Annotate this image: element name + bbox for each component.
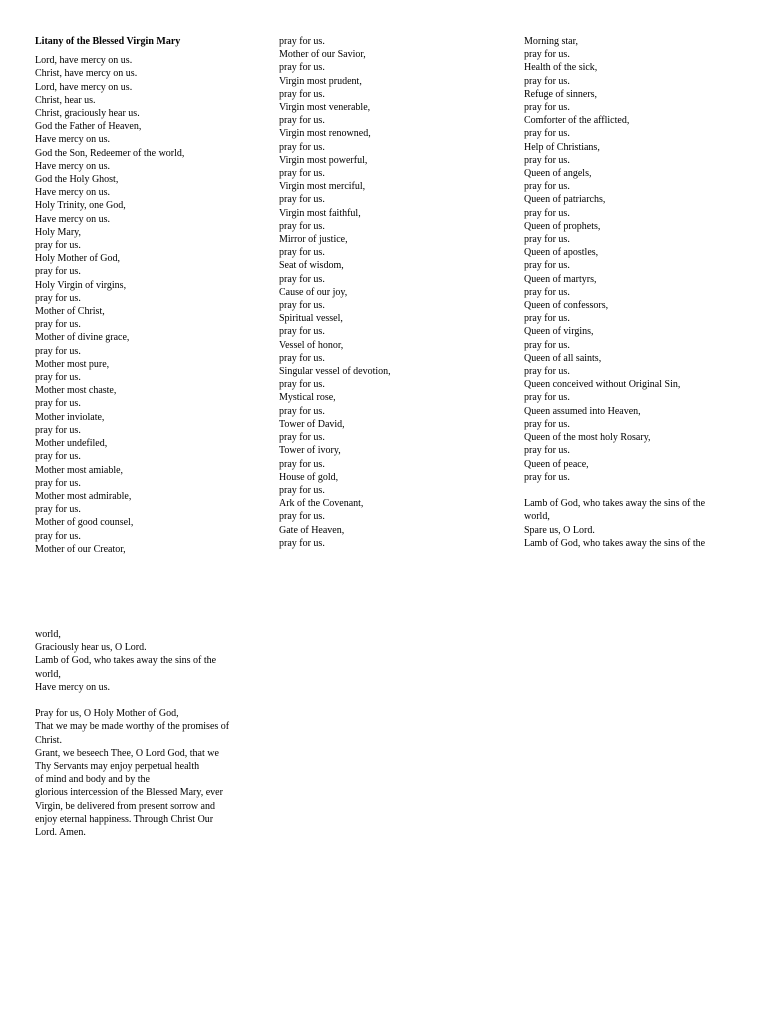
text-line: Mother most chaste, [35,385,117,397]
text-line: pray for us. [524,339,570,351]
text-line: Mirror of justice, [279,234,348,246]
text-line: glorious intercession of the Blessed Mary, ever [35,787,223,799]
text-line: pray for us. [279,115,325,127]
text-line: pray for us. [35,266,81,278]
text-line: Spare us, O Lord. [524,524,595,536]
text-line: of mind and body and by the [35,774,150,786]
text-line: pray for us. [279,62,325,74]
column-1-lines [35,54,260,556]
text-line: pray for us. [524,49,570,61]
text-line: That we may be made worthy of the promises of [35,721,230,733]
text-line: pray for us. [524,471,570,483]
text-line: Holy Trinity, one God, [35,200,126,212]
text-line: Grant, we beseech Thee, O Lord God, that we [35,747,219,759]
text-line: pray for us. [279,220,325,232]
text-line: pray for us. [279,247,325,259]
text-line: Mother of Christ, [35,306,105,318]
text-line: pray for us. [279,300,325,312]
text-line: pray for us. [524,75,570,87]
text-line: Have mercy on us. [35,187,110,199]
text-line: pray for us. [524,181,570,193]
text-line: Have mercy on us. [35,160,110,172]
text-line: Lord, have mercy on us. [35,81,133,93]
text-line: God the Holy Ghost, [35,174,119,186]
text-line: pray for us. [279,379,325,391]
text-line: pray for us. [35,451,81,463]
text-line: Holy Mother of God, [35,253,120,265]
text-line: Have mercy on us. [35,681,110,693]
text-line: Have mercy on us. [35,134,110,146]
text-line: Queen conceived without Original Sin, [524,379,681,391]
text-line: Mother of our Creator, [35,543,126,555]
text-line: pray for us. [524,418,570,430]
text-line: Queen of patriarchs, [524,194,606,206]
text-line: Ark of the Covenant, [279,498,364,510]
text-line: Queen of angels, [524,168,592,180]
text-line: pray for us. [279,432,325,444]
text-line: Queen of prophets, [524,220,601,232]
text-line: Pray for us, O Holy Mother of God, [35,708,179,720]
text-line: pray for us. [35,477,81,489]
text-line: world, [35,629,61,640]
text-line: Holy Mary, [35,226,82,238]
text-line: world, [524,511,550,523]
text-line: God the Son, Redeemer of the world, [35,147,185,159]
column-3 [524,35,734,550]
text-line: Virgin, be delivered from present sorrow and [35,800,215,812]
text-line: Have mercy on us. [35,213,110,225]
text-line: pray for us. [35,345,81,357]
text-line: pray for us. [279,141,325,153]
text-line: pray for us. [279,36,325,47]
text-line: Mother undefiled, [35,438,108,450]
text-line: Virgin most powerful, [279,154,368,166]
text-line: Vessel of honor, [279,339,344,351]
text-line: Help of Christians, [524,141,600,153]
blank-line [524,484,734,497]
text-line: pray for us. [524,207,570,219]
text-line: pray for us. [35,319,81,331]
text-line: Comforter of the afflicted, [524,115,630,127]
text-line: pray for us. [35,530,81,542]
text-line: Spiritual vessel, [279,313,343,325]
text-line: pray for us. [35,424,81,436]
text-line: pray for us. [524,154,570,166]
text-line: pray for us. [524,392,570,404]
text-line: pray for us. [279,458,325,470]
text-line: House of gold, [279,471,339,483]
text-line: pray for us. [279,273,325,285]
text-line: pray for us. [279,168,325,180]
text-line: Christ, graciously hear us. [35,108,140,120]
text-line: Thy Servants may enjoy perpetual health [35,761,200,773]
text-line: pray for us. [524,445,570,457]
text-line: pray for us. [279,511,325,523]
text-line: Virgin most faithful, [279,207,361,219]
text-line: Morning star, [524,36,579,47]
text-line: pray for us. [279,88,325,100]
text-line: Mother most amiable, [35,464,124,476]
text-line: Virgin most venerable, [279,102,371,114]
text-line: Cause of our joy, [279,286,348,298]
text-line: pray for us. [279,484,325,496]
text-line: Virgin most merciful, [279,181,366,193]
text-line: Queen of all saints, [524,352,602,364]
text-line: pray for us. [35,398,81,410]
text-line: Lamb of God, who takes away the sins of the [35,655,217,667]
text-line: Queen of the most holy Rosary, [524,432,651,444]
text-line: Graciously hear us, O Lord. [35,642,147,654]
text-line: Holy Virgin of virgins, [35,279,127,291]
blank-line [35,694,265,707]
text-line: Mother of our Savior, [279,49,366,61]
text-line: world, [35,668,61,680]
text-line: pray for us. [279,352,325,364]
document-title: Litany of the Blessed Virgin Mary [35,36,181,47]
text-line: Christ. [35,734,62,746]
text-line: pray for us. [279,405,325,417]
text-line: Christ, have mercy on us. [35,68,138,80]
text-line: pray for us. [35,504,81,516]
text-line: Christ, hear us. [35,94,96,106]
text-line: Lord, have mercy on us. [35,55,133,67]
text-line: Tower of ivory, [279,445,341,457]
text-line: Queen of apostles, [524,247,599,259]
text-line: pray for us. [35,240,81,252]
text-line: Lamb of God, who takes away the sins of the [524,537,706,549]
text-line: Seat of wisdom, [279,260,344,272]
text-line: pray for us. [35,292,81,304]
text-line: pray for us. [524,260,570,272]
text-line: pray for us. [279,537,325,549]
text-line: Mother of good counsel, [35,517,134,529]
column-4-continuation [35,628,265,839]
text-line: Virgin most renowned, [279,128,371,140]
text-line: Mystical rose, [279,392,336,404]
text-line: Mother inviolate, [35,411,105,423]
text-line: pray for us. [279,326,325,338]
column-2 [279,35,504,550]
text-line: Singular vessel of devotion, [279,366,391,378]
text-line: Gate of Heaven, [279,524,345,536]
text-line: Queen of confessors, [524,300,609,312]
text-line: Mother of divine grace, [35,332,130,344]
text-line: Queen of peace, [524,458,589,470]
text-line: Virgin most prudent, [279,75,362,87]
text-line: pray for us. [524,286,570,298]
text-line: pray for us. [524,128,570,140]
text-line: pray for us. [524,102,570,114]
text-line: God the Father of Heaven, [35,121,142,133]
text-line: Health of the sick, [524,62,598,74]
text-line: Queen of virgins, [524,326,594,338]
text-line: pray for us. [35,372,81,384]
text-line: Lamb of God, who takes away the sins of the [524,498,706,510]
text-line: Refuge of sinners, [524,88,598,100]
text-line: pray for us. [279,194,325,206]
text-line: pray for us. [524,313,570,325]
text-line: Tower of David, [279,418,345,430]
text-line: Queen assumed into Heaven, [524,405,641,417]
text-line: Mother most admirable, [35,490,132,502]
text-line: Mother most pure, [35,358,110,370]
text-line: enjoy eternal happiness. Through Christ Our [35,813,214,825]
text-line: pray for us. [524,234,570,246]
text-line: Queen of martyrs, [524,273,597,285]
text-line: pray for us. [524,366,570,378]
column-1 [35,35,260,556]
text-line: Lord. Amen. [35,827,86,839]
